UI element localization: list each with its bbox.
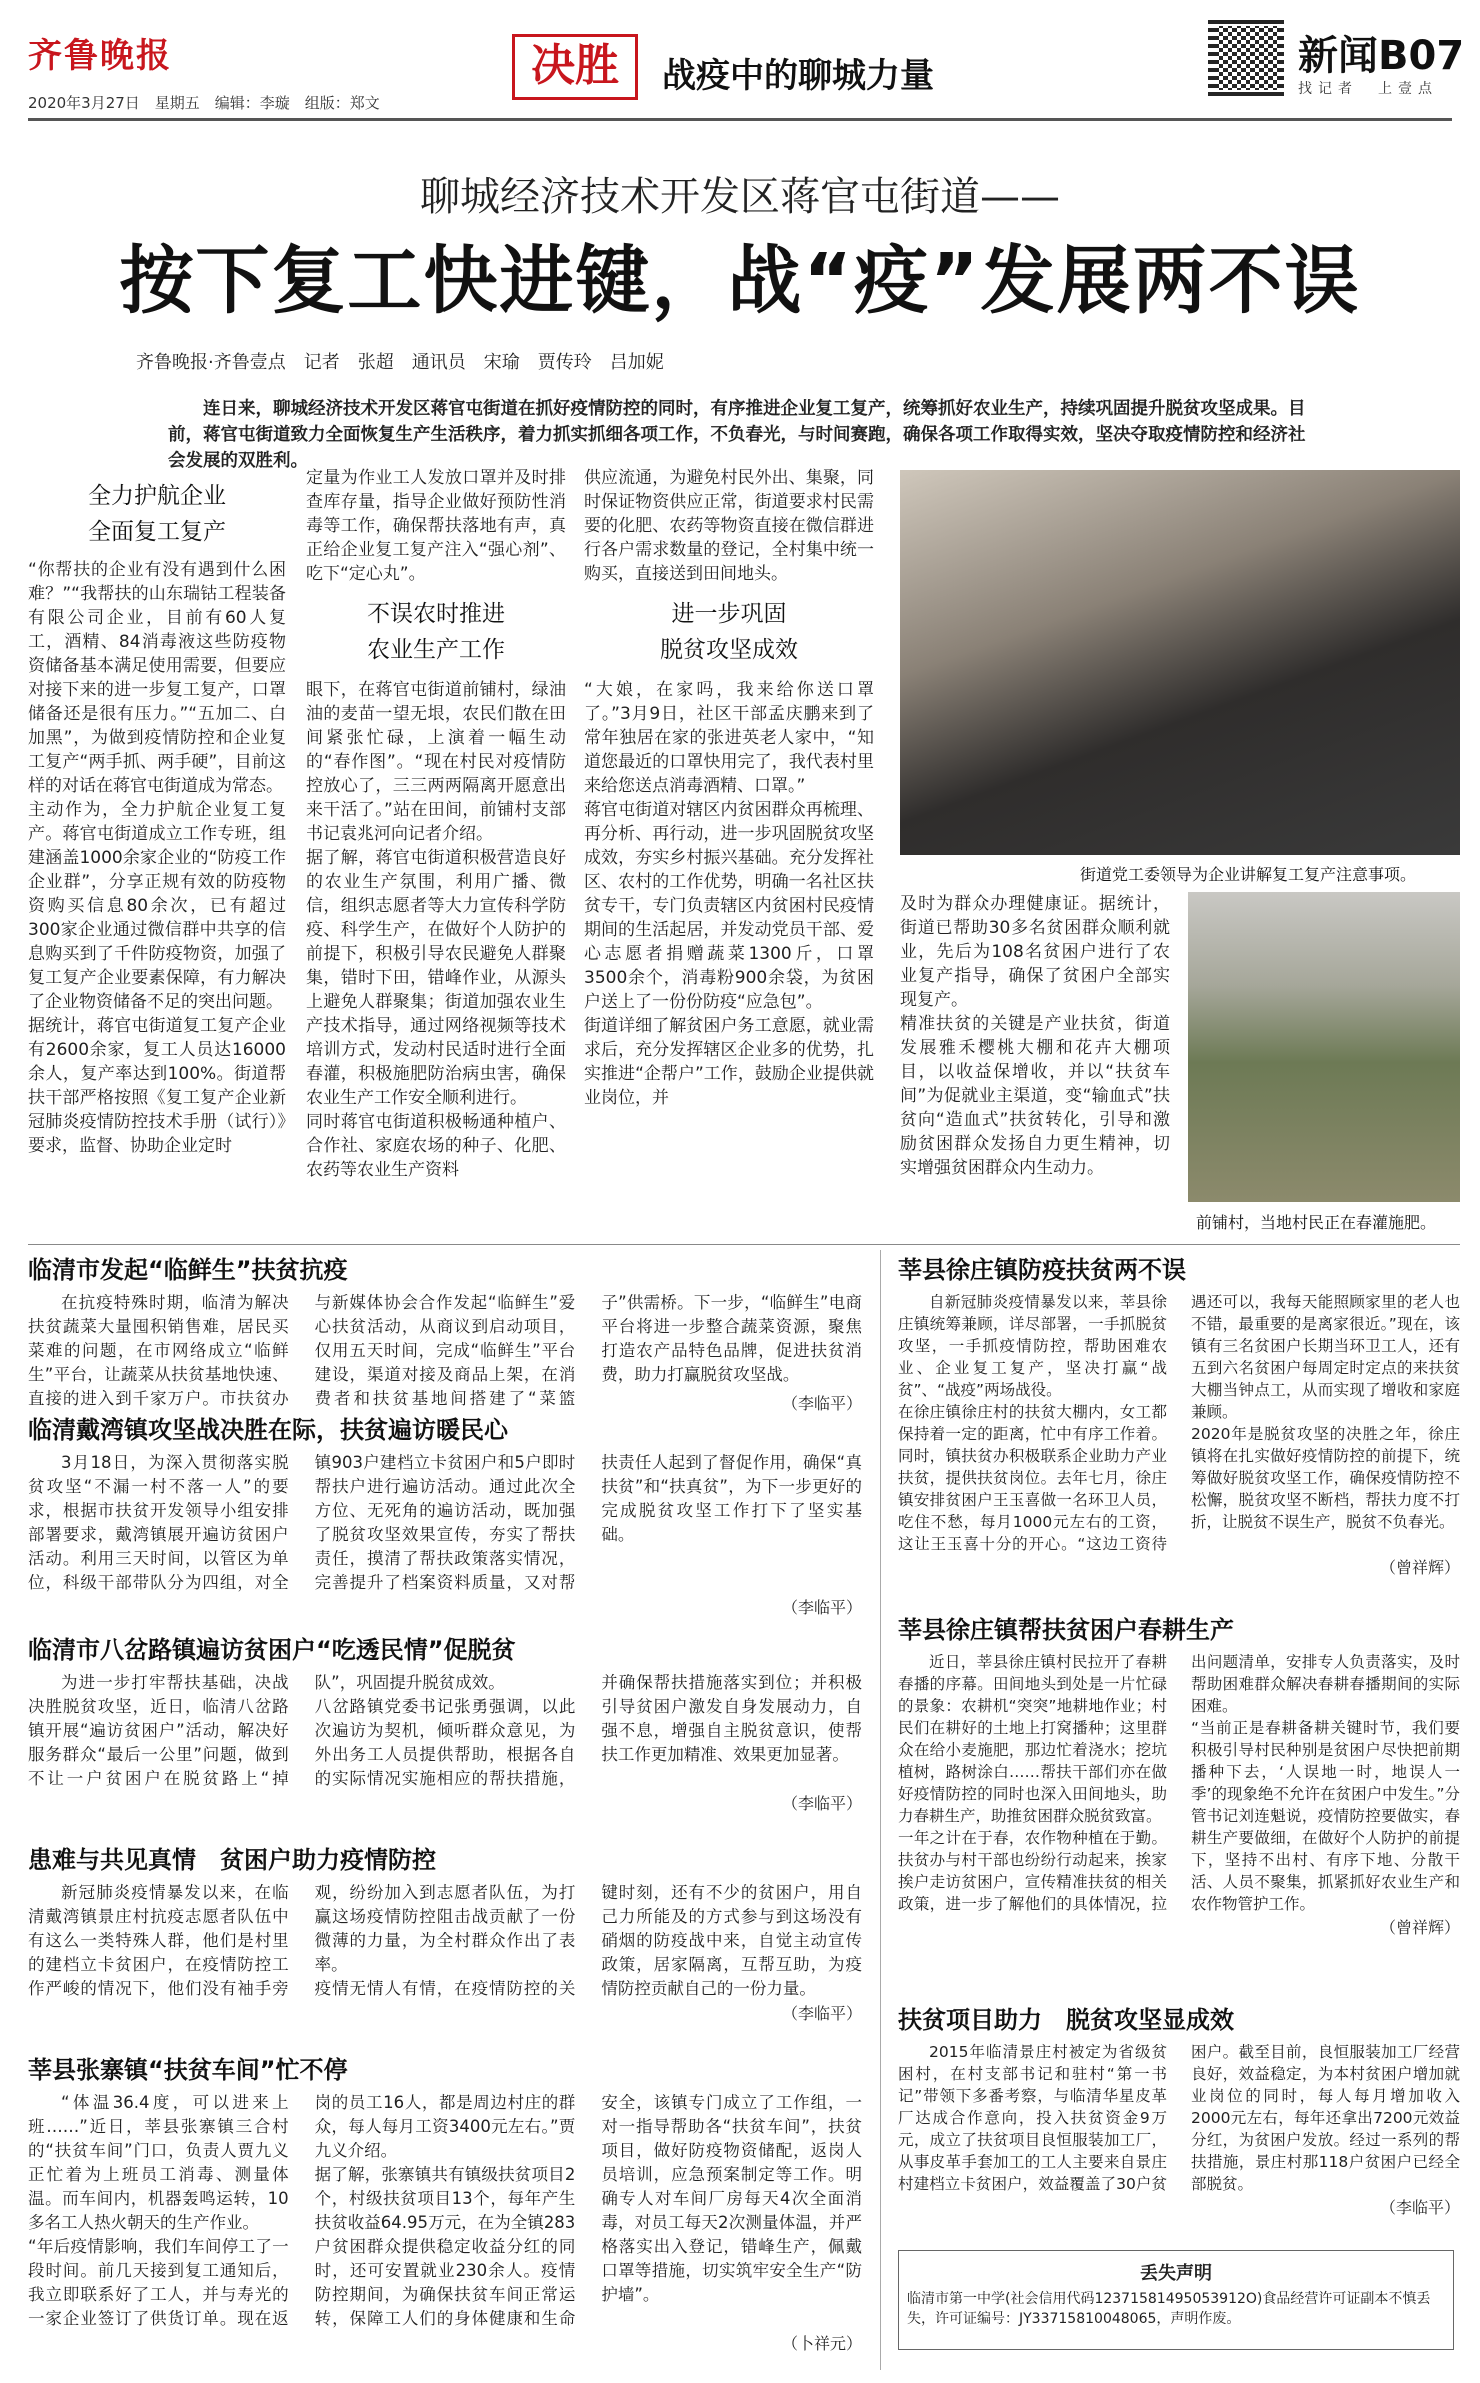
story	[28, 1630, 862, 1815]
story-author: （李临平）	[1379, 2198, 1460, 2217]
story-author: （李临平）	[781, 1598, 862, 1617]
story-title: 临清戴湾镇攻坚战决胜在际，扶贫遍访暖民心	[28, 1416, 508, 1444]
story-author: （曾祥辉）	[1379, 1918, 1460, 1937]
story-author: （李临平）	[781, 1794, 862, 1813]
photo-farmer	[1188, 892, 1460, 1202]
banner-badge: 决胜	[512, 34, 638, 100]
story-author: （曾祥辉）	[1379, 1558, 1460, 1577]
story-title: 临清市八岔路镇遍访贫困户“吃透民情”促脱贫	[28, 1636, 516, 1664]
section-label: 新闻B07	[1298, 33, 1465, 79]
section-sub: 找记者 上壹点	[1298, 81, 1438, 97]
story-text: 2015年临清景庄村被定为省级贫困村，在村支部书记和驻村“第一书记”带领下多番考察，与临清华星皮革厂达成合作意向，投入扶贫资金9万元，成立了扶贫项目良恒服装加工厂，从事皮革手套加工的工人主要来自景庄村建档立卡贫困户，效益覆盖了30户贫困户。截至目前，良恒服装加工厂经营良好，效益稳定，为本村贫困户增加就业岗位的同时，每人每月增加收入2000元左右，每年还拿出7200元效益分红，为贫困户发放。经过一系列的帮扶措施，景庄村那118户贫困户已经全部脱贫。	[898, 2043, 1460, 2193]
story-title: 莘县张寨镇“扶贫车间”忙不停	[28, 2056, 348, 2084]
newspaper-logo: 齐鲁晚报	[28, 36, 172, 76]
story-text: 为进一步打牢帮扶基础，决战决胜脱贫攻坚，近日，临清八岔路镇开展“遍访贫困户”活动，解决好服务群众“最后一公里”问题，做到不让一户贫困户在脱贫路上“掉队”，巩固提升脱贫成效。 八岔路镇党委书记张勇强调，以此次遍访为契机，倾听群众意见，为外出务工人员提供帮助，根据各自的实际情况实施相应的帮扶措施，并确保帮扶措施落实到位；并积极引导贫困户激发自身发展动力，自强不息，增强自主脱贫意识，使帮扶工作更加精准、效果更加显著。	[28, 1673, 862, 1788]
body-text: 及时为群众办理健康证。据统计，街道已帮助30多名贫困群众顺利就业，先后为108名贫困户进行了农业复产指导，确保了贫困户全部实现复产。 精准扶贫的关键是产业扶贫，街道发展雅禾樱桃大棚和花卉大棚项目，以收益保增收，并以“扶贫车间”为促就业主渠道，变“输血式”扶贫向“造血式”扶贫转化，引导和激励贫困群众发扬自力更生精神，切实增强贫困群众内生动力。	[900, 894, 1170, 1178]
story-text: 自新冠肺炎疫情暴发以来，莘县徐庄镇统筹兼顾，详尽部署，一手抓脱贫攻坚，一手抓疫情防控，帮助困难农业、企业复工复产，坚决打赢“战贫”、“战疫”两场战役。 在徐庄镇徐庄村的扶贫大棚内，女工都保持着一定的距离，忙中有序工作着。同时，镇扶贫办积极联系企业助力产业扶贫，提供扶贫岗位。去年七月，徐庄镇安排贫困户王玉喜做一名环卫人员，吃住不愁，每月1000元左右的工资，这让王玉喜十分的开心。“这边工资待遇还可以，我每天能照顾家里的老人也不错，最重要的是离家很近。”现在，该镇有三名贫困户长期当环卫工人，还有五到六名贫困户每周定时定点的来扶贫大棚当钟点工，从而实现了增收和家庭兼顾。 2020年是脱贫攻坚的决胜之年，徐庄镇将在扎实做好疫情防控的前提下，统筹做好脱贫攻坚工作，确保疫情防控不松懈，脱贫攻坚不断档，帮扶力度不打折，让脱贫不误生产，脱贫不负春光。	[898, 1293, 1460, 1553]
story-author: （李临平）	[781, 1394, 862, 1413]
divider	[28, 1244, 1460, 1245]
photo-caption: 街道党工委领导为企业讲解复工复产注意事项。	[1080, 865, 1417, 884]
story-text: “体温36.4度，可以进来上班……”近日，莘县张寨镇三合村的“扶贫车间”门口，负责人贾九义正忙着为上班员工消毒、测量体温。而车间内，机器轰鸣运转，10多名工人热火朝天的生产作业。 “年后疫情影响，我们车间停工了一段时间。前几天接到复工通知后，我立即联系好了工人，并与寿光的一家企业签订了供货订单。现在返岗的员工16人，都是周边村庄的群众，每人每月工资3400元左右。”贾九义介绍。 据了解，张寨镇共有镇级扶贫项目2个，村级扶贫项目13个，每年产生扶贫收益64.95万元，在为全镇283户贫困群众提供稳定收益分红的同时，还可安置就业230余人。疫情防控期间，为确保扶贫车间正常运转，保障工人们的身体健康和生命安全，该镇专门成立了工作组，一对一指导帮助各“扶贫车间”，扶贫项目，做好防疫物资储配，返岗人员培训，应急预案制定等工作。明确专人对车间厂房每天4次全面消毒，对员工每天2次测量体温，并严格落实出入登记，错峰生产，佩戴口罩等措施，切实筑牢安全生产“防护墙”。	[28, 2093, 862, 2328]
notice-text: 临清市第一中学(社会信用代码12371581495053912O)食品经营许可证副本不慎丢失，许可证编号：JY33715810048065，声明作废。	[907, 2291, 1431, 2327]
qr-code-icon	[1208, 20, 1284, 96]
story-title: 患难与共见真情 贫困户助力疫情防控	[28, 1846, 436, 1874]
story-text: 在抗疫特殊时期，临清为解决扶贫蔬菜大量囤积销售难，居民买菜难的问题，在市网络成立“临鲜生”平台，让蔬菜从扶贫基地快速、直接的进入到千家万户。市扶贫办与新媒体协会合作发起“临鲜生”爱心扶贫活动，从商议到启动项目，仅用五天时间，完成“临鲜生”平台建设，渠道对接及商品上架，在消费者和扶贫基地间搭建了“菜篮子”供需桥。下一步，“临鲜生”电商平台将进一步整合蔬菜资源，聚焦打造农产品特色品牌，促进扶贫消费，助力打赢脱贫攻坚战。	[28, 1293, 862, 1408]
story-title: 莘县徐庄镇防疫扶贫两不误	[898, 1256, 1186, 1284]
subhead: 全力护航企业 全面复工复产	[88, 483, 226, 545]
story	[28, 1410, 862, 1617]
main-col-4	[900, 892, 1170, 1238]
story	[28, 1250, 862, 1413]
body-text: “大娘，在家吗，我来给你送口罩了。”3月9日，社区干部孟庆鹏来到了常年独居在家的张进英老人家中，“知道您最近的口罩快用完了，我代表村里来给您送点消毒酒精、口罩。” 蒋官屯街道对辖区内贫困群众再梳理、再分析、再行动，进一步巩固脱贫攻坚成效，夯实乡村振兴基础。充分发挥社区、农村的工作优势，明确一名社区扶贫专干，专门负责辖区内贫困村民疫情期间的生活起居，并发动党员干部、爱心志愿者捐赠蔬菜1300斤，口罩3500余个，消毒粉900余袋，为贫困户送上了一份份防疫“应急包”。 街道详细了解贫困户务工意愿，就业需求后，充分发挥辖区企业多的优势，扎实推进“企帮户”工作，鼓励企业提供就业岗位，并	[584, 680, 874, 1108]
divider	[880, 1250, 881, 2370]
main-col-2	[306, 466, 566, 1238]
main-col-3	[584, 466, 874, 1238]
subhead: 不误农时推进 农业生产工作	[367, 601, 505, 663]
story	[28, 2050, 862, 2370]
byline: 齐鲁晚报·齐鲁壹点 记者 张超 通讯员 宋瑜 贾传玲 吕加妮	[136, 352, 664, 373]
masthead-rule	[28, 118, 1452, 121]
story-author: （卜祥元）	[781, 2334, 862, 2353]
body-text: 眼下，在蒋官屯街道前铺村，绿油油的麦苗一望无垠，农民们散在田间紧张忙碌，上演着一幅生动的“春作图”。“现在村民对疫情防控放心了，三三两两隔离开愿意出来干活了。”站在田间，前铺村支部书记袁兆河向记者介绍。 据了解，蒋官屯街道积极营造良好的农业生产氛围，利用广播、微信，组织志愿者等大力宣传科学防疫、科学生产，在做好个人防护的前提下，积极引导农民避免人群聚集，错时下田，错峰作业，从源头上避免人群聚集；街道加强农业生产技术指导，通过网络视频等技术培训方式，发动村民适时进行全面春灌，积极施肥防治病虫害，确保农业生产工作安全顺利进行。 同时蒋官屯街道积极畅通种植户、合作社、家庭农场的种子、化肥、农药等农业生产资料	[306, 680, 566, 1180]
body-text: 定量为作业工人发放口罩并及时排查库存量，指导企业做好预防性消毒等工作，确保帮扶落地有声，真正给企业复工复产注入“强心剂”、吃下“定心丸”。	[306, 468, 566, 584]
body-text: 供应流通，为避免村民外出、集聚，同时保证物资供应正常，街道要求村民需要的化肥、农药等物资直接在微信群进行各户需求数量的登记，全村集中统一购买，直接送到田间地头。	[584, 468, 874, 584]
story-title: 扶贫项目助力 脱贫攻坚显成效	[898, 2006, 1234, 2034]
story-text: 3月18日，为深入贯彻落实脱贫攻坚“不漏一村不落一人”的要求，根据市扶贫开发领导小组安排部署要求，戴湾镇展开遍访贫困户活动。利用三天时间，以管区为单位，科级干部带队分为四组，对全镇903户建档立卡贫困户和5户即时帮扶户进行遍访活动。通过此次全方位、无死角的遍访活动，既加强了脱贫攻坚效果宣传，夯实了帮扶责任，摸清了帮扶政策落实情况，完善提升了档案资料质量，又对帮扶责任人起到了督促作用，确保“真扶贫”和“扶真贫”，为下一步更好的完成脱贫攻坚工作打下了坚实基础。	[28, 1453, 862, 1592]
headline: 按下复工快进键，战“疫”发展两不误	[119, 238, 1361, 324]
subhead: 进一步巩固 脱贫攻坚成效	[660, 601, 798, 663]
story	[28, 1840, 862, 2025]
story-text: 近日，莘县徐庄镇村民拉开了春耕春播的序幕。田间地头到处是一片忙碌的景象：农耕机“突突”地耕地作业；村民们在耕好的土地上打窝播种；这里群众在给小麦施肥，那边忙着浇水；挖坑植树，路树涂白……帮扶干部们亦在做好疫情防控的同时也深入田间地头，助力春耕生产，助推贫困群众脱贫致富。 一年之计在于春，农作物种植在于勤。扶贫办与村干部也纷纷行动起来，挨家挨户走访贫困户，宣传精准扶贫的相关政策，进一步了解他们的具体情况，拉出问题清单，安排专人负责落实，及时帮助困难群众解决春耕春播期间的实际困难。 “当前正是春耕备耕关键时节，我们要积极引导村民种别是贫困户尽快把前期播种下去，‘人误地一时，地误人一季’的现象绝不允许在贫困户中发生。”分管书记刘连魁说，疫情防控要做实，春耕生产要做细，在做好个人防护的前提下，坚持不出村、有序下地、分散干活、人员不聚集，抓紧抓好农业生产和农作物管护工作。	[898, 1653, 1460, 1913]
story-text: 新冠肺炎疫情暴发以来，在临清戴湾镇景庄村抗疫志愿者队伍中有这么一类特殊人群，他们是村里的建档立卡贫困户，在疫情防控工作严峻的情况下，他们没有袖手旁观，纷纷加入到志愿者队伍，为打赢这场疫情防控阻击战贡献了一份微薄的力量，为全村群众作出了表率。 疫情无情人有情，在疫情防控的关键时刻，还有不少的贫困户，用自己力所能及的方式参与到这场没有硝烟的防疫战中来，自觉主动宣传政策，居家隔离，互帮互助，为疫情防控贡献自己的一份力量。	[28, 1883, 862, 1998]
main-col-1	[28, 478, 286, 1238]
story-title: 莘县徐庄镇帮扶贫困户春耕生产	[898, 1616, 1234, 1644]
story	[898, 1250, 1460, 1585]
body-text: “你帮扶的企业有没有遇到什么困难？”“我帮扶的山东瑞钴工程装备有限公司企业，目前有60人复工，酒精、84消毒液这些防疫物资储备基本满足使用需要，但要应对接下来的进一步复工复产，口罩储备还是很有压力。”“五加二、白加黑”，为做到疫情防控和企业复工复产“两手抓、两手硬”，目前这样的对话在蒋官屯街道成为常态。 主动作为，全力护航企业复工复产。蒋官屯街道成立工作专班，组建涵盖1000余家企业的“防疫工作企业群”，分享正规有效的防疫物资购买信息80余次，已有超过300家企业通过微信群中共享的信息购买到了千件防疫物资，加强了复工复产企业要素保障，有力解决了企业物资储备不足的突出问题。 据统计，蒋官屯街道复工复产企业有2600余家，复工人员达16000余人，复产率达到100%。街道帮扶干部严格按照《复工复产企业新冠肺炎疫情防控技术手册（试行）》要求，监督、协助企业定时	[28, 560, 286, 1156]
banner-title: 战疫中的聊城力量	[662, 56, 934, 96]
lost-notice	[898, 2250, 1454, 2350]
story-author: （李临平）	[781, 2004, 862, 2023]
story	[898, 2000, 1460, 2240]
notice-title: 丢失声明	[1140, 2263, 1212, 2284]
story	[898, 1610, 1460, 1990]
story-title: 临清市发起“临鲜生”扶贫抗疫	[28, 1256, 348, 1284]
dateline: 2020年3月27日 星期五 编辑：李璇 组版：郑文	[28, 94, 380, 112]
kicker: 聊城经济技术开发区蒋官屯街道——	[420, 174, 1060, 220]
photo-officials	[900, 470, 1460, 855]
photo-caption: 前铺村，当地村民正在春灌施肥。	[1196, 1213, 1437, 1232]
lead-paragraph: 连日来，聊城经济技术开发区蒋官屯街道在抓好疫情防控的同时，有序推进企业复工复产，统筹抓好农业生产，持续巩固提升脱贫攻坚成果。目前，蒋官屯街道致力全面恢复生产生活秩序，着力抓实抓细各项工作，不负春光，与时间赛跑，确保各项工作取得实效，坚决夺取疫情防控和经济社会发展的双胜利。	[168, 399, 1306, 471]
feature-banner	[512, 30, 1072, 100]
